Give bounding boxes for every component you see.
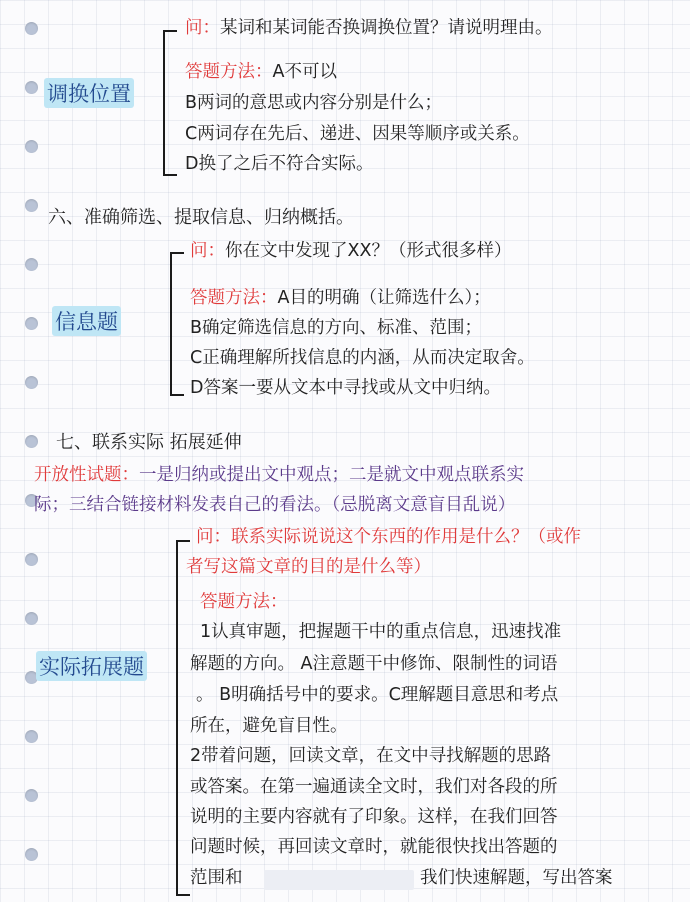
binder-hole — [25, 789, 38, 802]
section7-body-line: 。 B明确括号中的要求。C理解题目意思和考点 — [196, 685, 559, 705]
method-label: 答题方法： — [185, 62, 273, 82]
section6-line-c: C正确理解所找信息的内涵，从而决定取舍。 — [190, 348, 535, 368]
open-label: 开放性试题： — [34, 465, 139, 485]
section6-line-d: D答案一要从文本中寻找或从文中归纳。 — [190, 378, 501, 398]
binder-hole — [25, 140, 38, 153]
section5-bracket — [163, 30, 177, 176]
section7-method-label: 答题方法： — [200, 592, 288, 612]
binder-hole — [25, 317, 38, 330]
section7-body-line: 2带着问题，回读文章，在文中寻找解题的思路 — [190, 746, 552, 766]
binder-hole — [25, 81, 38, 94]
section7-body-line: 说明的主要内容就有了印象。这样，在我们回答 — [190, 807, 558, 827]
open-text: 一是归纳或提出文中观点；二是就文中观点联系实 — [139, 465, 524, 485]
section5-line-d: D换了之后不符合实际。 — [185, 154, 374, 174]
section7-body-line: 问题时候，再回读文章时，就能很快找出答题的 — [190, 837, 558, 857]
section6-tag: 信息题 — [52, 306, 121, 336]
section5-question — [185, 18, 553, 39]
section7-question-line2: 者写这篇文章的目的是什么等） — [186, 557, 431, 577]
section7-body-line: 所在，避免盲目性。 — [190, 716, 348, 736]
section6-heading: 六、准确筛选、提取信息、归纳概括。 — [48, 207, 354, 228]
question-text: 某词和某词能否换调换位置？请说明理由。 — [220, 18, 553, 38]
method-label: 答题方法： — [190, 288, 278, 308]
section5-line-c: C两词存在先后、递进、因果等顺序或关系。 — [185, 124, 530, 144]
method-a: A目的明确（让筛选什么）； — [277, 288, 491, 308]
section7-tag: 实际拓展题 — [36, 651, 147, 681]
section7-last-line-right: 我们快速解题，写出答案 — [420, 868, 613, 888]
question-text: 你在文中发现了XX？（形式很多样） — [225, 241, 512, 261]
section6-question — [190, 241, 511, 262]
binder-hole — [25, 553, 38, 566]
section6-bracket — [170, 252, 184, 396]
question-prefix: 问： — [185, 18, 220, 38]
binder-hole — [25, 435, 38, 448]
section5-line-b: B两词的意思或内容分别是什么； — [185, 93, 443, 113]
question-prefix: 问： — [190, 241, 225, 261]
section6-method — [190, 288, 491, 309]
section7-last-line-left: 范围和 — [190, 868, 243, 888]
section7-heading: 七、联系实际 拓展延伸 — [56, 432, 242, 453]
section7-body-line: 或答案。在第一遍通读全文时，我们对各段的所 — [190, 777, 558, 797]
binder-hole — [25, 376, 38, 389]
section7-open-line1 — [34, 465, 524, 486]
section5-tag: 调换位置 — [44, 78, 134, 108]
binder-hole — [25, 199, 38, 212]
binder-hole — [25, 730, 38, 743]
section7-body-line: 解题的方向。 A注意题干中修饰、限制性的词语 — [190, 654, 558, 674]
binder-hole — [25, 22, 38, 35]
watermark-mask — [264, 870, 414, 890]
binder-hole — [25, 258, 38, 271]
section7-question-line1: 问：联系实际说说这个东西的作用是什么？（或作 — [196, 527, 581, 547]
section7-body-line: 1认真审题，把握题干中的重点信息，迅速找准 — [200, 622, 562, 642]
binder-hole — [25, 848, 38, 861]
section6-line-b: B确定筛选信息的方向、标准、范围； — [190, 318, 483, 338]
section5-method — [185, 62, 337, 83]
binder-hole — [25, 612, 38, 625]
section7-bracket — [176, 540, 190, 896]
method-a: A不可以 — [272, 62, 337, 82]
section7-open-line2: 际；三结合链接材料发表自己的看法。（忌脱离文意盲目乱说） — [34, 495, 516, 515]
